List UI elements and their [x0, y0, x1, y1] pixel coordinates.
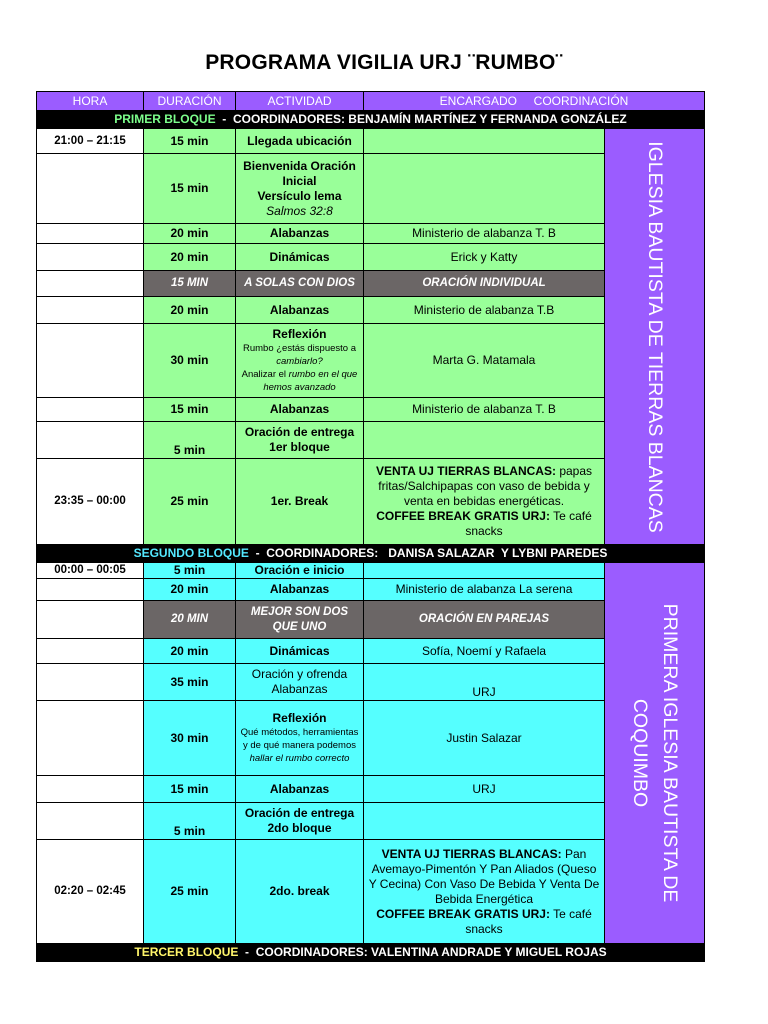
activity-detail-text: Rumbo ¿estás dispuesto a	[242, 343, 356, 354]
row-hora	[37, 579, 144, 601]
row-encargado: URJ	[364, 776, 605, 803]
row-duracion: 20 min	[144, 224, 236, 244]
row-actividad: Oración e inicio	[236, 563, 364, 579]
row-hora	[37, 639, 144, 664]
activity-line: 1er bloque	[269, 440, 330, 454]
block2-church-line2: COQUIMBO	[628, 698, 651, 808]
row-encargado: Justin Salazar	[364, 701, 605, 776]
row-duracion: 25 min	[144, 459, 236, 545]
row-duracion: 25 min	[144, 840, 236, 944]
row-actividad: Alabanzas	[236, 224, 364, 244]
program-table	[36, 91, 705, 962]
venta-text: Pan Avemayo-Pimentón Y Pan Aliados (Queso Y Cecina) Con Vaso De Bebida Y Venta De Bebida Energética	[368, 846, 600, 906]
venta-label: VENTA UJ TIERRAS BLANCAS:	[375, 464, 556, 478]
activity-detail-italic: cambiarlo?	[276, 356, 323, 367]
row-encargado: ORACIÓN EN PAREJAS	[364, 601, 605, 639]
block1-name: PRIMER BLOQUE	[114, 112, 216, 126]
row-encargado	[364, 422, 605, 459]
row-duracion: 15 min	[144, 154, 236, 224]
row-hora	[37, 244, 144, 271]
row-encargado	[364, 563, 605, 579]
row-hora	[37, 601, 144, 639]
block1-church-label	[605, 129, 705, 545]
activity-line: Bienvenida Oración Inicial	[243, 158, 356, 188]
row-encargado: Ministerio de alabanza T. B	[364, 224, 605, 244]
row-duracion: 20 min	[144, 297, 236, 324]
row-encargado	[364, 154, 605, 224]
row-encargado: Erick y Katty	[364, 244, 605, 271]
activity-title: Reflexión	[272, 711, 327, 725]
activity-detail	[239, 368, 360, 394]
row-duracion: 5 min	[144, 422, 236, 459]
row-encargado-break	[364, 840, 605, 944]
row-duracion: 5 min	[144, 563, 236, 579]
row-hora	[37, 701, 144, 776]
activity-line: Alabanzas	[271, 682, 328, 696]
row-duracion: 5 min	[144, 803, 236, 840]
block3-coordinators: - COORDINADORES: VALENTINA ANDRADE Y MIGUEL ROJAS	[238, 945, 607, 959]
block1-church-text: IGLESIA BAUTISTA DE TIERRAS BLANCAS	[643, 140, 666, 533]
row-encargado: Marta G. Matamala	[364, 324, 605, 398]
row-duracion: 30 min	[144, 701, 236, 776]
row-duracion: 20 MIN	[144, 601, 236, 639]
row-actividad	[236, 701, 364, 776]
row-duracion: 20 min	[144, 244, 236, 271]
activity-detail	[239, 726, 360, 765]
header-duracion: DURACIÓN	[144, 92, 236, 111]
row-encargado: Sofía, Noemí y Rafaela	[364, 639, 605, 664]
coffee-text: Te café snacks	[465, 509, 592, 538]
row-hora	[37, 422, 144, 459]
block2-header	[37, 545, 705, 563]
header-encargado	[364, 92, 705, 111]
row-duracion: 15 MIN	[144, 271, 236, 297]
row-hora	[37, 776, 144, 803]
block2-header-cell	[37, 545, 705, 563]
block3-name: TERCER BLOQUE	[134, 945, 239, 959]
activity-detail-italic: rumbo en el que hemos avanzado	[263, 369, 358, 393]
activity-detail-text: Qué métodos, herramientas y de qué manera podemos	[240, 727, 359, 751]
table-row	[37, 563, 705, 579]
row-actividad: 1er. Break	[236, 459, 364, 545]
activity-detail-text: Analizar el	[241, 369, 289, 380]
row-actividad: Alabanzas	[236, 579, 364, 601]
row-hora	[37, 398, 144, 422]
row-encargado	[364, 803, 605, 840]
activity-line: Oración y ofrenda	[251, 667, 348, 681]
row-hora	[37, 154, 144, 224]
coffee-label: COFFEE BREAK GRATIS URJ:	[376, 509, 550, 523]
row-encargado: Ministerio de alabanza T.B	[364, 297, 605, 324]
activity-title: Reflexión	[272, 327, 327, 341]
activity-line: Oración de entrega	[244, 806, 355, 820]
row-hora	[37, 297, 144, 324]
activity-line: Oración de entrega	[244, 425, 355, 439]
row-actividad: Dinámicas	[236, 639, 364, 664]
venta-text: papas fritas/Salchipapas con vaso de bebida y venta en bebidas energéticas.	[378, 464, 593, 508]
block3-header-cell	[37, 944, 705, 962]
activity-detail-italic: hallar el rumbo correcto	[249, 753, 350, 764]
row-duracion: 15 min	[144, 776, 236, 803]
row-hora: 21:00 – 21:15	[37, 129, 144, 154]
coffee-label: COFFEE BREAK GRATIS URJ:	[376, 906, 550, 921]
row-actividad: MEJOR SON DOS QUE UNO	[236, 601, 364, 639]
row-actividad	[236, 422, 364, 459]
header-encargado-text: ENCARGADO COORDINACIÓN	[439, 93, 629, 108]
row-actividad: Alabanzas	[236, 297, 364, 324]
row-duracion: 35 min	[144, 664, 236, 701]
row-actividad: Llegada ubicación	[236, 129, 364, 154]
row-encargado: ORACIÓN INDIVIDUAL	[364, 271, 605, 297]
row-encargado: URJ	[364, 664, 605, 701]
row-actividad: Alabanzas	[236, 398, 364, 422]
row-actividad	[236, 324, 364, 398]
table-row	[37, 129, 705, 154]
row-hora: 23:35 – 00:00	[37, 459, 144, 545]
block2-church-line1: PRIMERA IGLESIA BAUTISTA DE	[658, 603, 681, 903]
activity-line: 2do bloque	[267, 821, 332, 835]
row-hora	[37, 224, 144, 244]
row-hora: 02:20 – 02:45	[37, 840, 144, 944]
row-encargado: Ministerio de alabanza T. B	[364, 398, 605, 422]
header-actividad: ACTIVIDAD	[236, 92, 364, 111]
row-hora	[37, 324, 144, 398]
row-encargado: Ministerio de alabanza La serena	[364, 579, 605, 601]
table-header-row	[37, 92, 705, 111]
venta-label: VENTA UJ TIERRAS BLANCAS:	[381, 846, 562, 861]
row-actividad	[236, 154, 364, 224]
block2-church-label	[605, 563, 705, 944]
activity-line: Versículo lema	[257, 188, 342, 203]
page-title: PROGRAMA VIGILIA URJ ¨RUMBO¨	[205, 51, 563, 74]
activity-verse: Salmos 32:8	[266, 203, 333, 218]
block1-header-cell	[37, 111, 705, 129]
row-encargado-break	[364, 459, 605, 545]
row-actividad: Alabanzas	[236, 776, 364, 803]
row-actividad: Dinámicas	[236, 244, 364, 271]
header-hora: HORA	[37, 92, 144, 111]
block2-coordinators: - COORDINADORES: DANISA SALAZAR Y LYBNI PAREDES	[248, 546, 608, 560]
row-actividad	[236, 664, 364, 701]
row-hora	[37, 664, 144, 701]
block1-header	[37, 111, 705, 129]
row-duracion: 30 min	[144, 324, 236, 398]
block2-church-text	[625, 604, 685, 903]
row-actividad	[236, 803, 364, 840]
row-hora	[37, 271, 144, 297]
row-duracion: 20 min	[144, 579, 236, 601]
row-duracion: 15 min	[144, 129, 236, 154]
row-actividad: A SOLAS CON DIOS	[236, 271, 364, 297]
block2-name: SEGUNDO BLOQUE	[133, 546, 249, 560]
row-hora	[37, 803, 144, 840]
block1-coordinators: - COORDINADORES: BENJAMÍN MARTÍNEZ Y FERNANDA GONZÁLEZ	[215, 112, 627, 126]
row-duracion: 15 min	[144, 398, 236, 422]
row-duracion: 20 min	[144, 639, 236, 664]
row-actividad: 2do. break	[236, 840, 364, 944]
activity-detail	[239, 342, 360, 368]
block3-header	[37, 944, 705, 962]
coffee-text: Te café snacks	[465, 906, 592, 936]
row-hora: 00:00 – 00:05	[37, 563, 144, 579]
row-encargado	[364, 129, 605, 154]
